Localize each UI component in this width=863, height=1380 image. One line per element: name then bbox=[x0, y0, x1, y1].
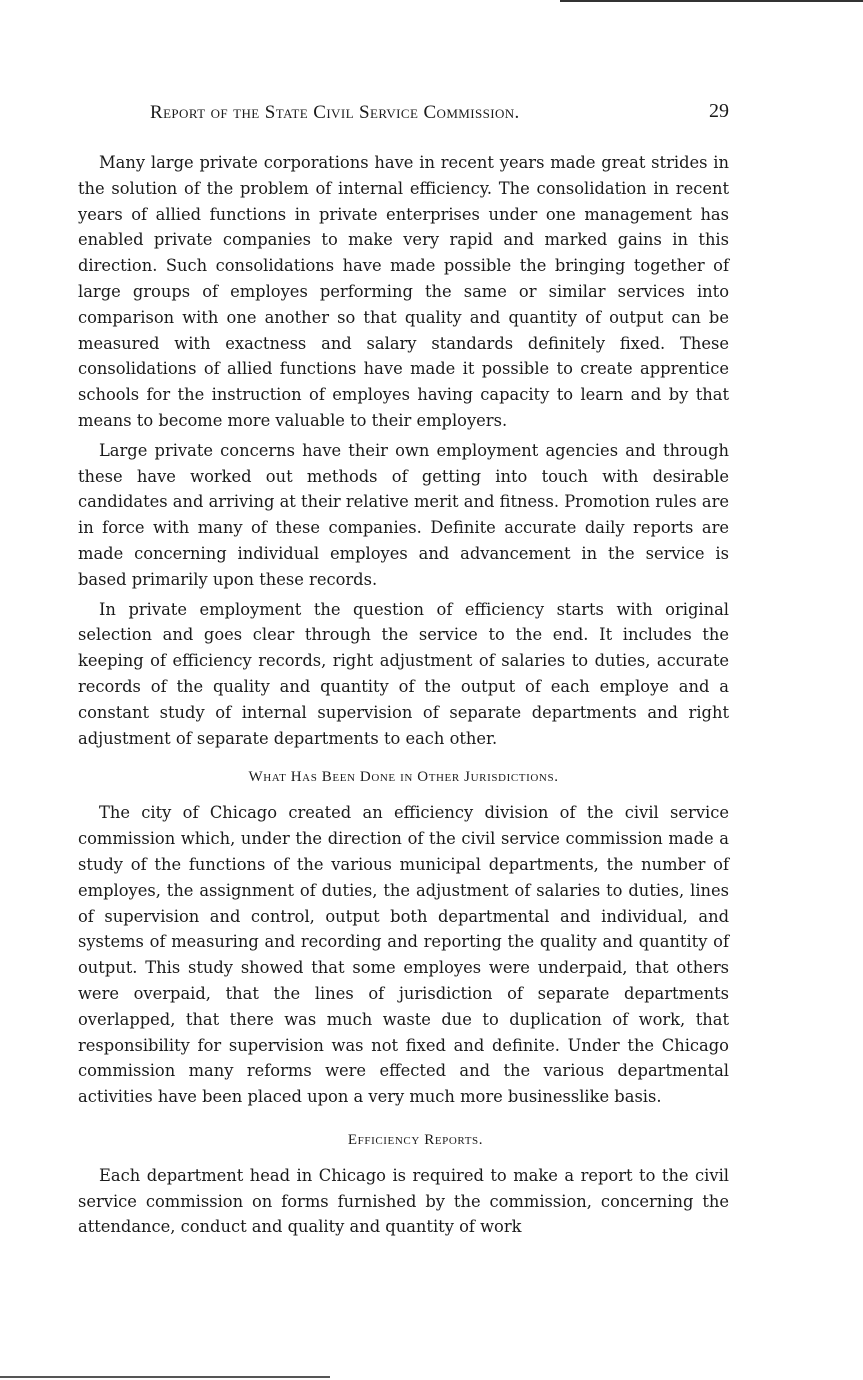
section-heading-other-jurisdictions: What Has Been Done in Other Jurisdictions. bbox=[248, 769, 559, 786]
running-head-title: Report of the State Civil Service Commission. bbox=[150, 102, 520, 123]
top-edge-rule bbox=[560, 0, 863, 2]
document-page bbox=[78, 100, 729, 1244]
paragraph-chicago-department-reports: Each department head in Chicago is required to make a report to the civil service commission on forms furnished by the commission, concerning the attendance, conduct and quality and quantity of work bbox=[78, 1165, 729, 1237]
paragraph-private-corporations: Many large private corporations have in recent years made great strides in the solution of the problem of internal efficiency. The consolidation in recent years of allied functions in private enterprises under one management has enabled private companies to make very rapid and marked gains in this direction. Such consolidations have made possible the bringing together of large groups of employes performing the same or similar services into comparison with one another so that quality and quantity of output can be measured with exactness and salary standards definitely fixed. These consolidations of allied functions have made it possible to create apprentice schools for the instruction of employes having capacity to learn and by that means to become more valuable to their employers. bbox=[78, 153, 729, 430]
page-number: 29 bbox=[709, 100, 729, 122]
bottom-edge-rule bbox=[0, 1376, 330, 1378]
running-head bbox=[78, 100, 729, 130]
paragraph-chicago-efficiency-division: The city of Chicago created an efficiency division of the civil service commission which, under the direction of the civil service commission made a study of the functions of the various municipal departments, the number of employes, the assignment of duties, the adjustment of salaries to duties, lines of supervision and control, output both departmental and individual, and systems of measuring and recording and reporting the quality and quantity of output. This study showed that some employes were underpaid, that others were overpaid, that the lines of jurisdiction of separate departments overlapped, that there was much waste due to duplication of work, that responsibility for supervision was not fixed and definite. Under the Chicago commission many reforms were effected and the various departmental activities have been placed upon a very much more businesslike basis. bbox=[78, 803, 729, 1107]
paragraph-employment-agencies: Large private concerns have their own employment agencies and through these have worked out methods of getting into touch with desirable candidates and arriving at their relative merit and fitness. Promotion rules are in force with many of these companies. Definite accurate daily reports are made concerning individual employes and advancement in the service is based primarily upon these records. bbox=[78, 440, 729, 589]
section-heading-efficiency-reports: Efficiency Reports. bbox=[347, 1131, 484, 1148]
paragraph-private-employment-efficiency: In private employment the question of efficiency starts with original selection and goes clear through the service to the end. It includes the keeping of efficiency records, right adjustment of salaries to duties, accurate records of the quality and quantity of the output of each employe and a constant study of internal supervision of separate departments and right adjustment of separate departments to each other. bbox=[78, 599, 729, 748]
